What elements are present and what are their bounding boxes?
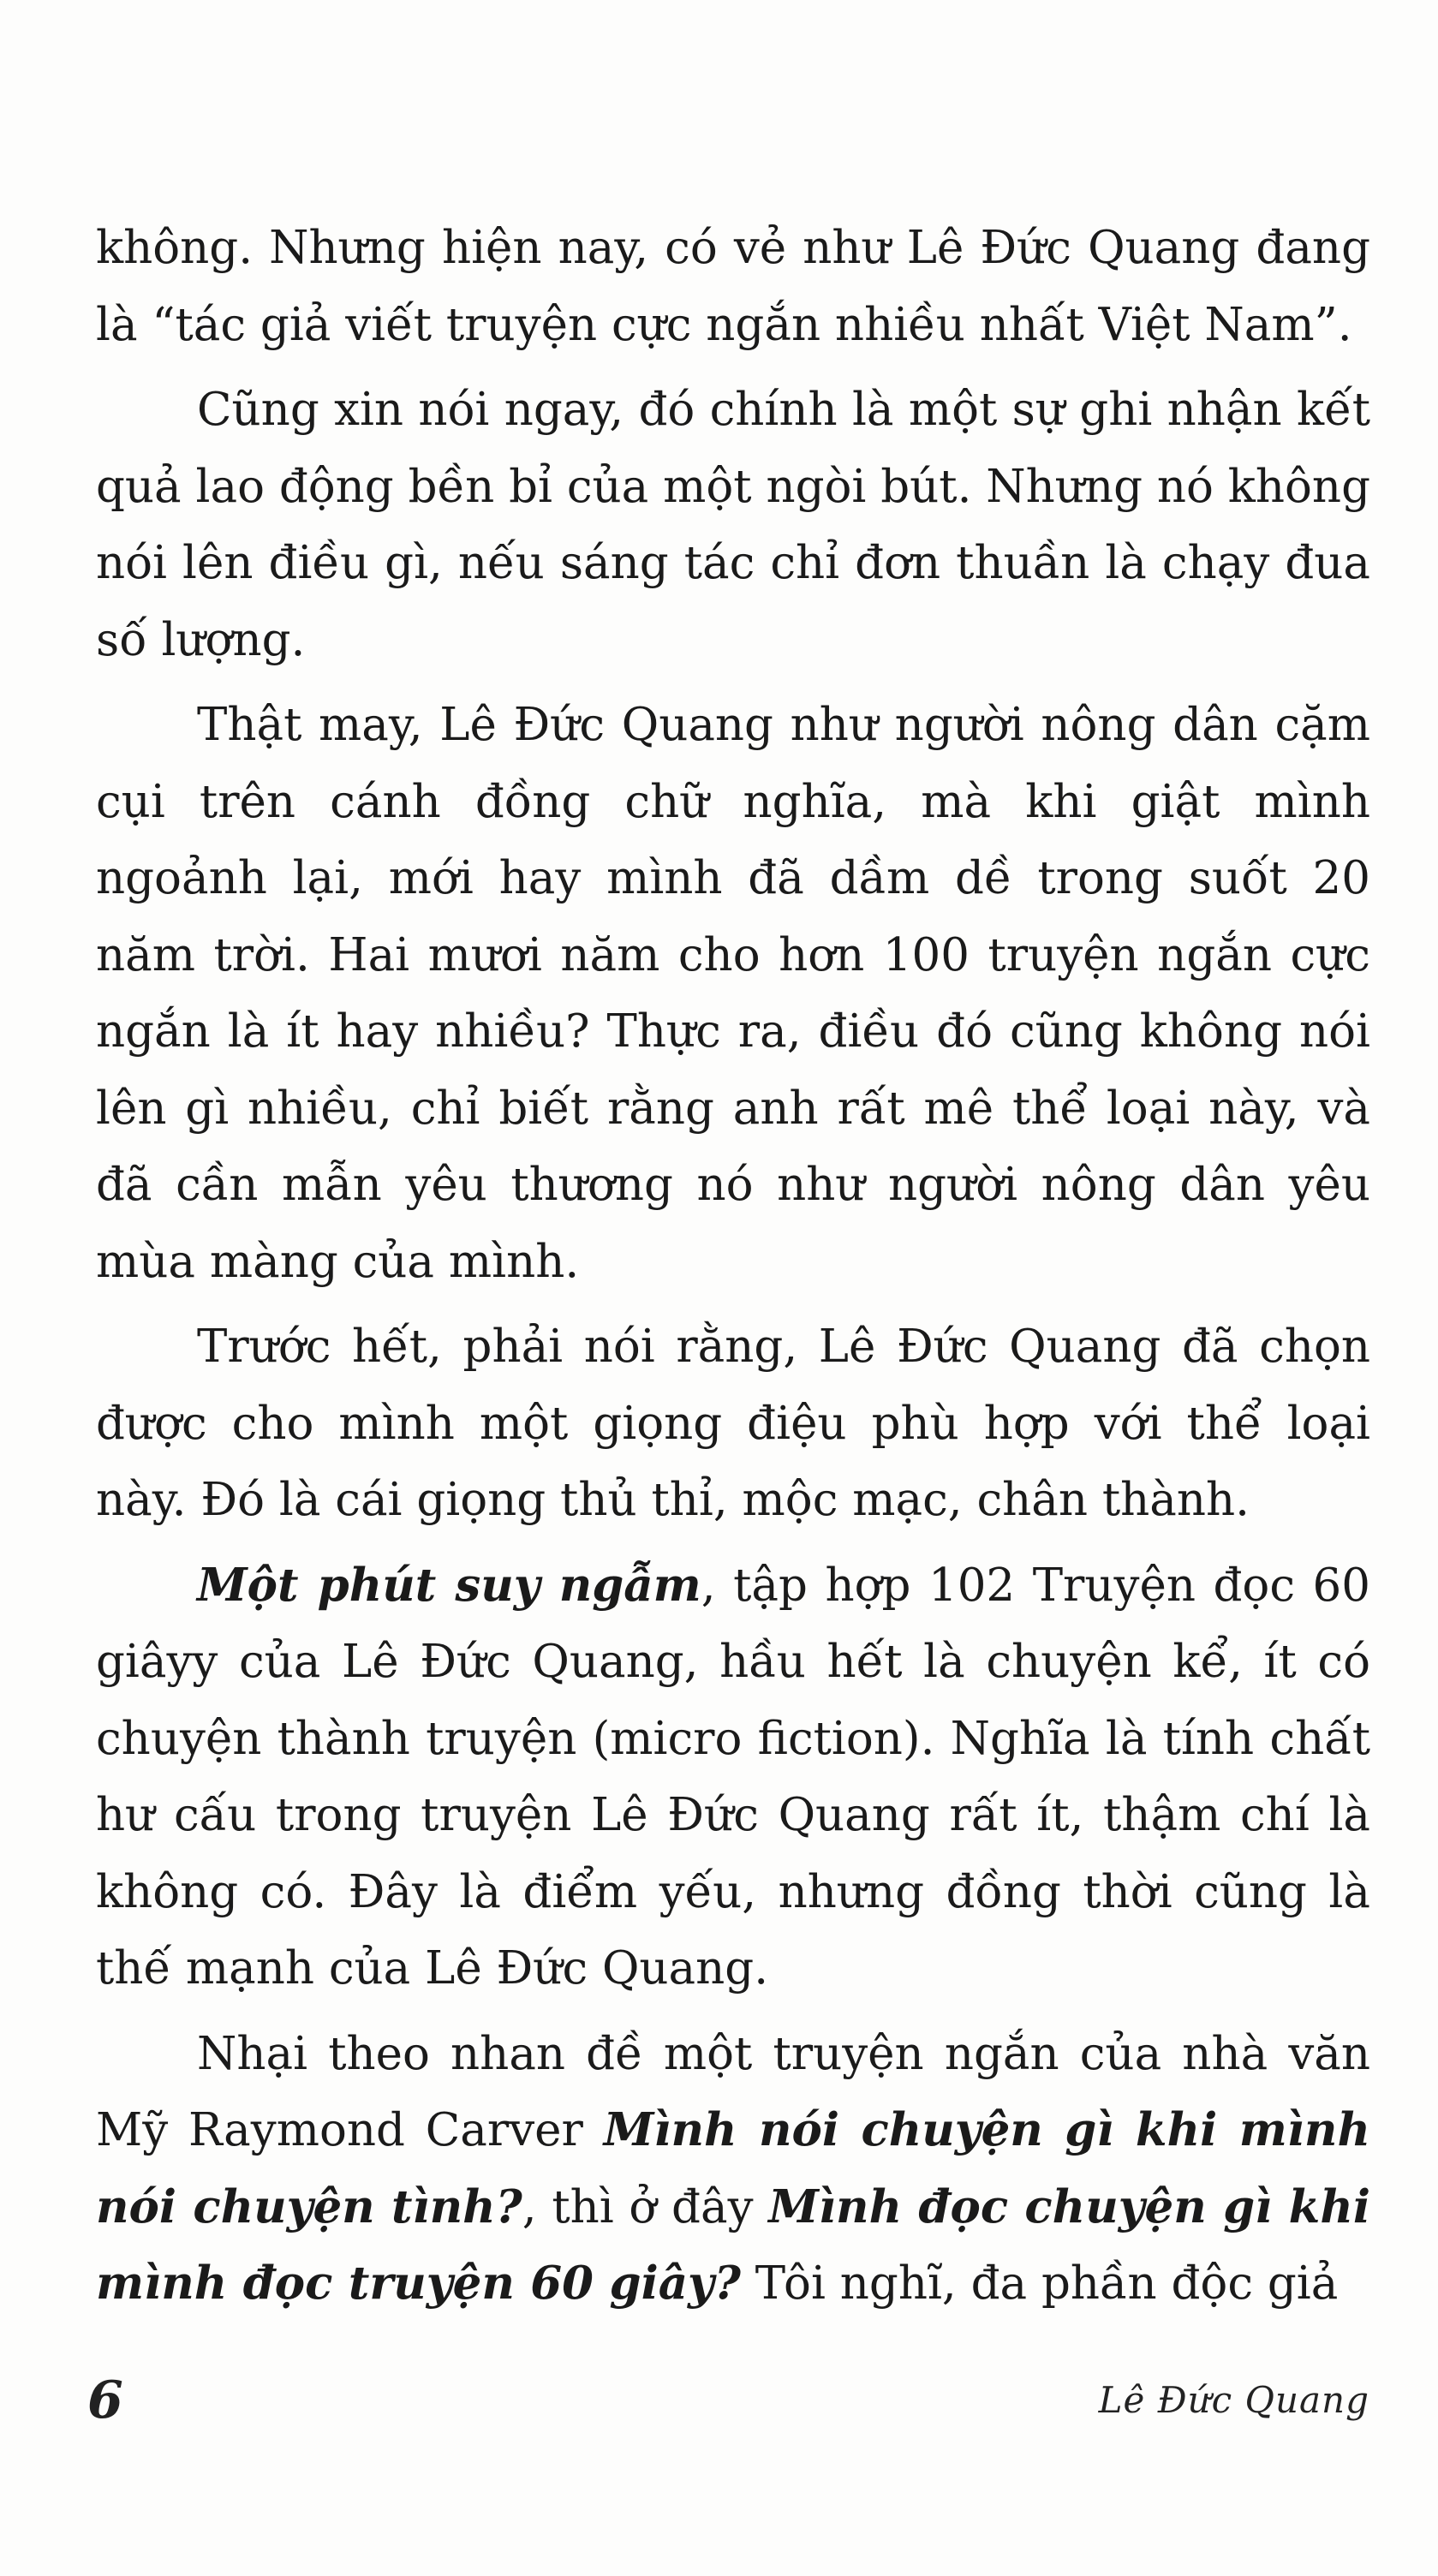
- paragraph: [96, 687, 1370, 1300]
- paragraph: [96, 1309, 1370, 1539]
- paragraph-text: không. Nhưng hiện nay, có vẻ như Lê Đức Quang đang là “tác giả viết truyện cực ngắn nhiều nhất Việt Nam”.: [96, 222, 1370, 351]
- paragraph-text: , thì ở đây: [522, 2180, 769, 2233]
- question-emphasis: Mình đọc chuyện gì khi mình đọc truyện 60 giây?: [96, 2179, 1371, 2310]
- paragraph-text: Trước hết, phải nói rằng, Lê Đức Quang đã chọn được cho mình một giọng điệu phù hợp với thể loại này. Đó là cái giọng thủ thỉ, mộc mạc, chân thành.: [96, 1321, 1370, 1526]
- paragraph: [96, 2016, 1370, 2323]
- paragraph-text: Tôi nghĩ, đa phần độc giả: [740, 2257, 1339, 2310]
- paragraph: [96, 372, 1370, 678]
- paragraph: [96, 1547, 1370, 2007]
- paragraph: [96, 210, 1370, 363]
- story-title-emphasis: Mình nói chuyện gì khi mình nói chuyện tình?: [96, 2103, 1370, 2233]
- author-signature: Lê Đức Quang: [1098, 2379, 1369, 2421]
- paragraph-text: Nhại theo nhan đề một truyện ngắn của nhà văn Mỹ Raymond Carver: [96, 2027, 1370, 2156]
- book-title-emphasis: Một phút suy ngẫm: [197, 1558, 701, 1612]
- page-number: 6: [87, 2370, 123, 2430]
- paragraph-text: Thật may, Lê Đức Quang như người nông dân cặm cụi trên cánh đồng chữ nghĩa, mà khi giật mình ngoảnh lại, mới hay mình đã dầm dề trong suốt 20 năm trời. Hai mươi năm cho hơn 100 truyện ngắn cực ngắn là ít hay nhiều? Thực ra, điều đó cũng không nói lên gì nhiều, chỉ biết rằng anh rất mê thể loại này, và đã cần mẫn yêu thương nó như người nông dân yêu mùa màng của mình.: [96, 699, 1370, 1288]
- body-text: [96, 210, 1370, 2331]
- paragraph-text: Cũng xin nói ngay, đó chính là một sự ghi nhận kết quả lao động bền bỉ của một ngòi bút. Nhưng nó không nói lên điều gì, nếu sáng tác chỉ đơn thuần là chạy đua số lượng.: [96, 384, 1370, 666]
- paragraph-text: , tập hợp 102 Truyện đọc 60 giâyy của Lê Đức Quang, hầu hết là chuyện kể, ít có chuyện thành truyện (micro fiction). Nghĩa là tính chất hư cấu trong truyện Lê Đức Quang rất ít, thậm chí là không có. Đây là điểm yếu, nhưng đồng thời cũng là thế mạnh của Lê Đức Quang.: [96, 1559, 1370, 1995]
